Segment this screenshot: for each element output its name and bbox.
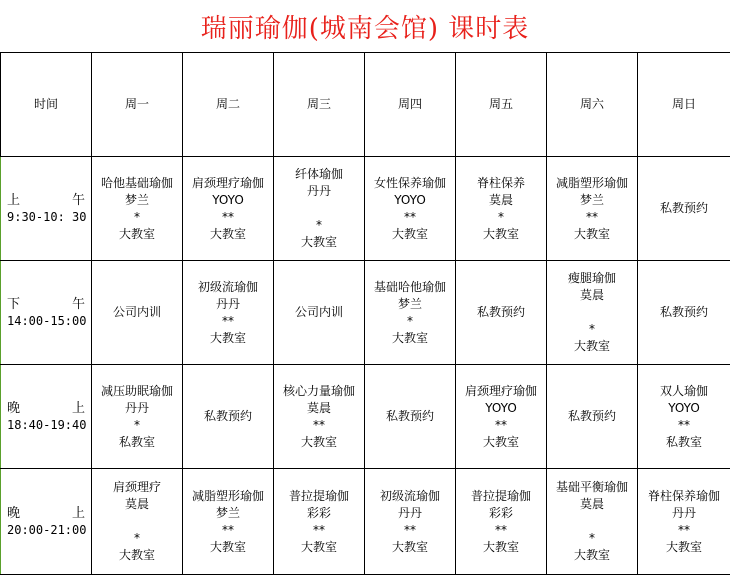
class-cell-line: * <box>498 209 504 226</box>
time-period-left: 下 <box>7 296 20 313</box>
class-cell-line: 公司内训 <box>295 304 343 321</box>
header-day-sat: 周六 <box>547 53 638 157</box>
time-period <box>7 296 85 313</box>
class-cell <box>274 157 365 261</box>
class-cell-line: 肩颈理疗瑜伽 <box>465 383 537 400</box>
class-cell-line: 大教室 <box>301 434 337 451</box>
time-period-right: 上 <box>72 505 85 522</box>
class-cell-line: 纤体瑜伽 <box>295 166 343 183</box>
class-cell-line: 梦兰 <box>125 192 149 209</box>
time-period-right: 午 <box>72 296 85 313</box>
class-cell <box>183 157 274 261</box>
time-period <box>7 192 85 209</box>
class-cell <box>547 261 638 365</box>
class-cell-line: ** <box>404 209 416 226</box>
class-cell <box>365 365 456 469</box>
time-range: 9:30-10: 30 <box>7 209 87 226</box>
page-title: 瑞丽瑜伽(城南会馆) 课时表 <box>0 0 730 52</box>
time-period-right: 上 <box>72 400 85 417</box>
class-cell-line: ** <box>678 522 690 539</box>
class-cell-line: 私教预约 <box>386 408 434 425</box>
class-cell-line: 公司内训 <box>113 304 161 321</box>
time-period-left: 晚 <box>7 400 20 417</box>
header-day-mon: 周一 <box>92 53 183 157</box>
class-cell-line: YOYO <box>668 400 700 417</box>
class-cell-line: 哈他基础瑜伽 <box>101 175 173 192</box>
time-slot-cell <box>1 157 92 261</box>
class-cell-line: 大教室 <box>392 539 428 556</box>
class-cell-line: 莫晨 <box>489 192 513 209</box>
class-cell-line: 双人瑜伽 <box>660 383 708 400</box>
class-cell <box>547 469 638 575</box>
class-cell-line: * <box>589 530 595 547</box>
class-cell <box>456 469 547 575</box>
class-cell <box>274 365 365 469</box>
time-range: 14:00-15:00 <box>7 313 87 330</box>
class-cell-line: 肩颈理疗 <box>113 479 161 496</box>
time-period-right: 午 <box>72 192 85 209</box>
class-cell-line: YOYO <box>394 192 426 209</box>
class-cell-line: 莫晨 <box>307 400 331 417</box>
class-cell-line: ** <box>678 417 690 434</box>
class-cell <box>547 365 638 469</box>
class-cell-line: 私教预约 <box>568 408 616 425</box>
class-cell-line: 基础平衡瑜伽 <box>556 479 628 496</box>
time-slot-cell <box>1 469 92 575</box>
class-cell-line: 私教预约 <box>204 408 252 425</box>
class-cell-line: 莫晨 <box>580 496 604 513</box>
class-cell <box>92 469 183 575</box>
header-row <box>1 53 730 157</box>
class-cell <box>365 261 456 365</box>
class-cell-line: 大教室 <box>210 226 246 243</box>
class-cell-line: 脊柱保养瑜伽 <box>648 488 720 505</box>
header-day-fri: 周五 <box>456 53 547 157</box>
class-cell <box>183 261 274 365</box>
class-cell-line: 丹丹 <box>672 505 696 522</box>
class-cell-line: 大教室 <box>301 539 337 556</box>
class-cell-line: * <box>134 530 140 547</box>
class-cell-line: 肩颈理疗瑜伽 <box>192 175 264 192</box>
class-cell-line: * <box>316 217 322 234</box>
class-cell-line: 大教室 <box>301 234 337 251</box>
class-cell-line: 女性保养瑜伽 <box>374 175 446 192</box>
class-cell-line: 脊柱保养 <box>477 175 525 192</box>
time-period <box>7 400 85 417</box>
class-cell-line: ** <box>222 522 234 539</box>
class-cell-line: 减压助眠瑜伽 <box>101 383 173 400</box>
class-cell <box>638 365 730 469</box>
class-cell-line: 大教室 <box>392 226 428 243</box>
table-row <box>1 365 730 469</box>
class-cell <box>365 469 456 575</box>
class-cell <box>183 469 274 575</box>
class-cell <box>92 157 183 261</box>
schedule-table <box>0 52 730 575</box>
class-cell-line: 大教室 <box>483 539 519 556</box>
class-cell-line: 私教预约 <box>660 200 708 217</box>
table-row <box>1 261 730 365</box>
class-cell-line: 私教预约 <box>660 304 708 321</box>
class-cell-line: 基础哈他瑜伽 <box>374 279 446 296</box>
time-period-left: 晚 <box>7 505 20 522</box>
time-slot-cell <box>1 365 92 469</box>
class-cell-line: 梦兰 <box>216 505 240 522</box>
class-cell-line: 彩彩 <box>489 505 513 522</box>
class-cell-line: 丹丹 <box>307 183 331 200</box>
class-cell-line: 大教室 <box>210 539 246 556</box>
class-cell <box>365 157 456 261</box>
class-cell-line: 莫晨 <box>580 287 604 304</box>
class-cell-line: ** <box>495 417 507 434</box>
class-cell-line: 大教室 <box>119 547 155 564</box>
class-cell-line: 丹丹 <box>125 400 149 417</box>
class-cell-line: * <box>589 321 595 338</box>
class-cell-line: 私教预约 <box>477 304 525 321</box>
class-cell-line: 普拉提瑜伽 <box>289 488 349 505</box>
header-time: 时间 <box>1 53 92 157</box>
class-cell-line: ** <box>586 209 598 226</box>
class-cell-line: 减脂塑形瑜伽 <box>192 488 264 505</box>
class-cell <box>92 365 183 469</box>
class-cell-line: 梦兰 <box>398 296 422 313</box>
class-cell <box>183 365 274 469</box>
class-cell-line: 梦兰 <box>580 192 604 209</box>
class-cell <box>547 157 638 261</box>
class-cell <box>274 261 365 365</box>
time-slot-cell <box>1 261 92 365</box>
class-cell-line: ** <box>313 522 325 539</box>
class-cell-line: 大教室 <box>210 330 246 347</box>
time-period <box>7 505 85 522</box>
time-range: 18:40-19:40 <box>7 417 87 434</box>
class-cell-line: 莫晨 <box>125 496 149 513</box>
class-cell-line: 大教室 <box>483 226 519 243</box>
class-cell-line: 普拉提瑜伽 <box>471 488 531 505</box>
class-cell <box>274 469 365 575</box>
class-cell-line: ** <box>222 209 234 226</box>
class-cell-line: 大教室 <box>666 539 702 556</box>
table-row <box>1 469 730 575</box>
class-cell-line: 私教室 <box>666 434 702 451</box>
class-cell-line: 初级流瑜伽 <box>380 488 440 505</box>
class-cell-line: 大教室 <box>574 547 610 564</box>
class-cell-line: ** <box>495 522 507 539</box>
class-cell-line: 初级流瑜伽 <box>198 279 258 296</box>
header-day-tue: 周二 <box>183 53 274 157</box>
class-cell-line: * <box>407 313 413 330</box>
time-range: 20:00-21:00 <box>7 522 87 539</box>
class-cell-line: ** <box>404 522 416 539</box>
class-cell-line: YOYO <box>212 192 244 209</box>
class-cell-line: 核心力量瑜伽 <box>283 383 355 400</box>
class-cell-line: 大教室 <box>483 434 519 451</box>
class-cell-line: 大教室 <box>392 330 428 347</box>
class-cell-line: 彩彩 <box>307 505 331 522</box>
class-cell <box>638 261 730 365</box>
class-cell-line: 大教室 <box>574 226 610 243</box>
class-cell <box>456 365 547 469</box>
class-cell <box>92 261 183 365</box>
class-cell-line: 丹丹 <box>398 505 422 522</box>
time-period-left: 上 <box>7 192 20 209</box>
class-cell-line: YOYO <box>485 400 517 417</box>
class-cell <box>638 469 730 575</box>
class-cell-line: 私教室 <box>119 434 155 451</box>
class-cell-line: 丹丹 <box>216 296 240 313</box>
class-cell-line: 瘦腿瑜伽 <box>568 270 616 287</box>
class-cell <box>638 157 730 261</box>
class-cell-line: * <box>134 209 140 226</box>
class-cell-line: ** <box>222 313 234 330</box>
class-cell-line: 减脂塑形瑜伽 <box>556 175 628 192</box>
class-cell-line: 大教室 <box>574 338 610 355</box>
class-cell-line: 大教室 <box>119 226 155 243</box>
class-cell-line: ** <box>313 417 325 434</box>
header-day-thu: 周四 <box>365 53 456 157</box>
header-day-wed: 周三 <box>274 53 365 157</box>
class-cell <box>456 157 547 261</box>
table-row <box>1 157 730 261</box>
class-cell <box>456 261 547 365</box>
header-day-sun: 周日 <box>638 53 730 157</box>
class-cell-line: * <box>134 417 140 434</box>
